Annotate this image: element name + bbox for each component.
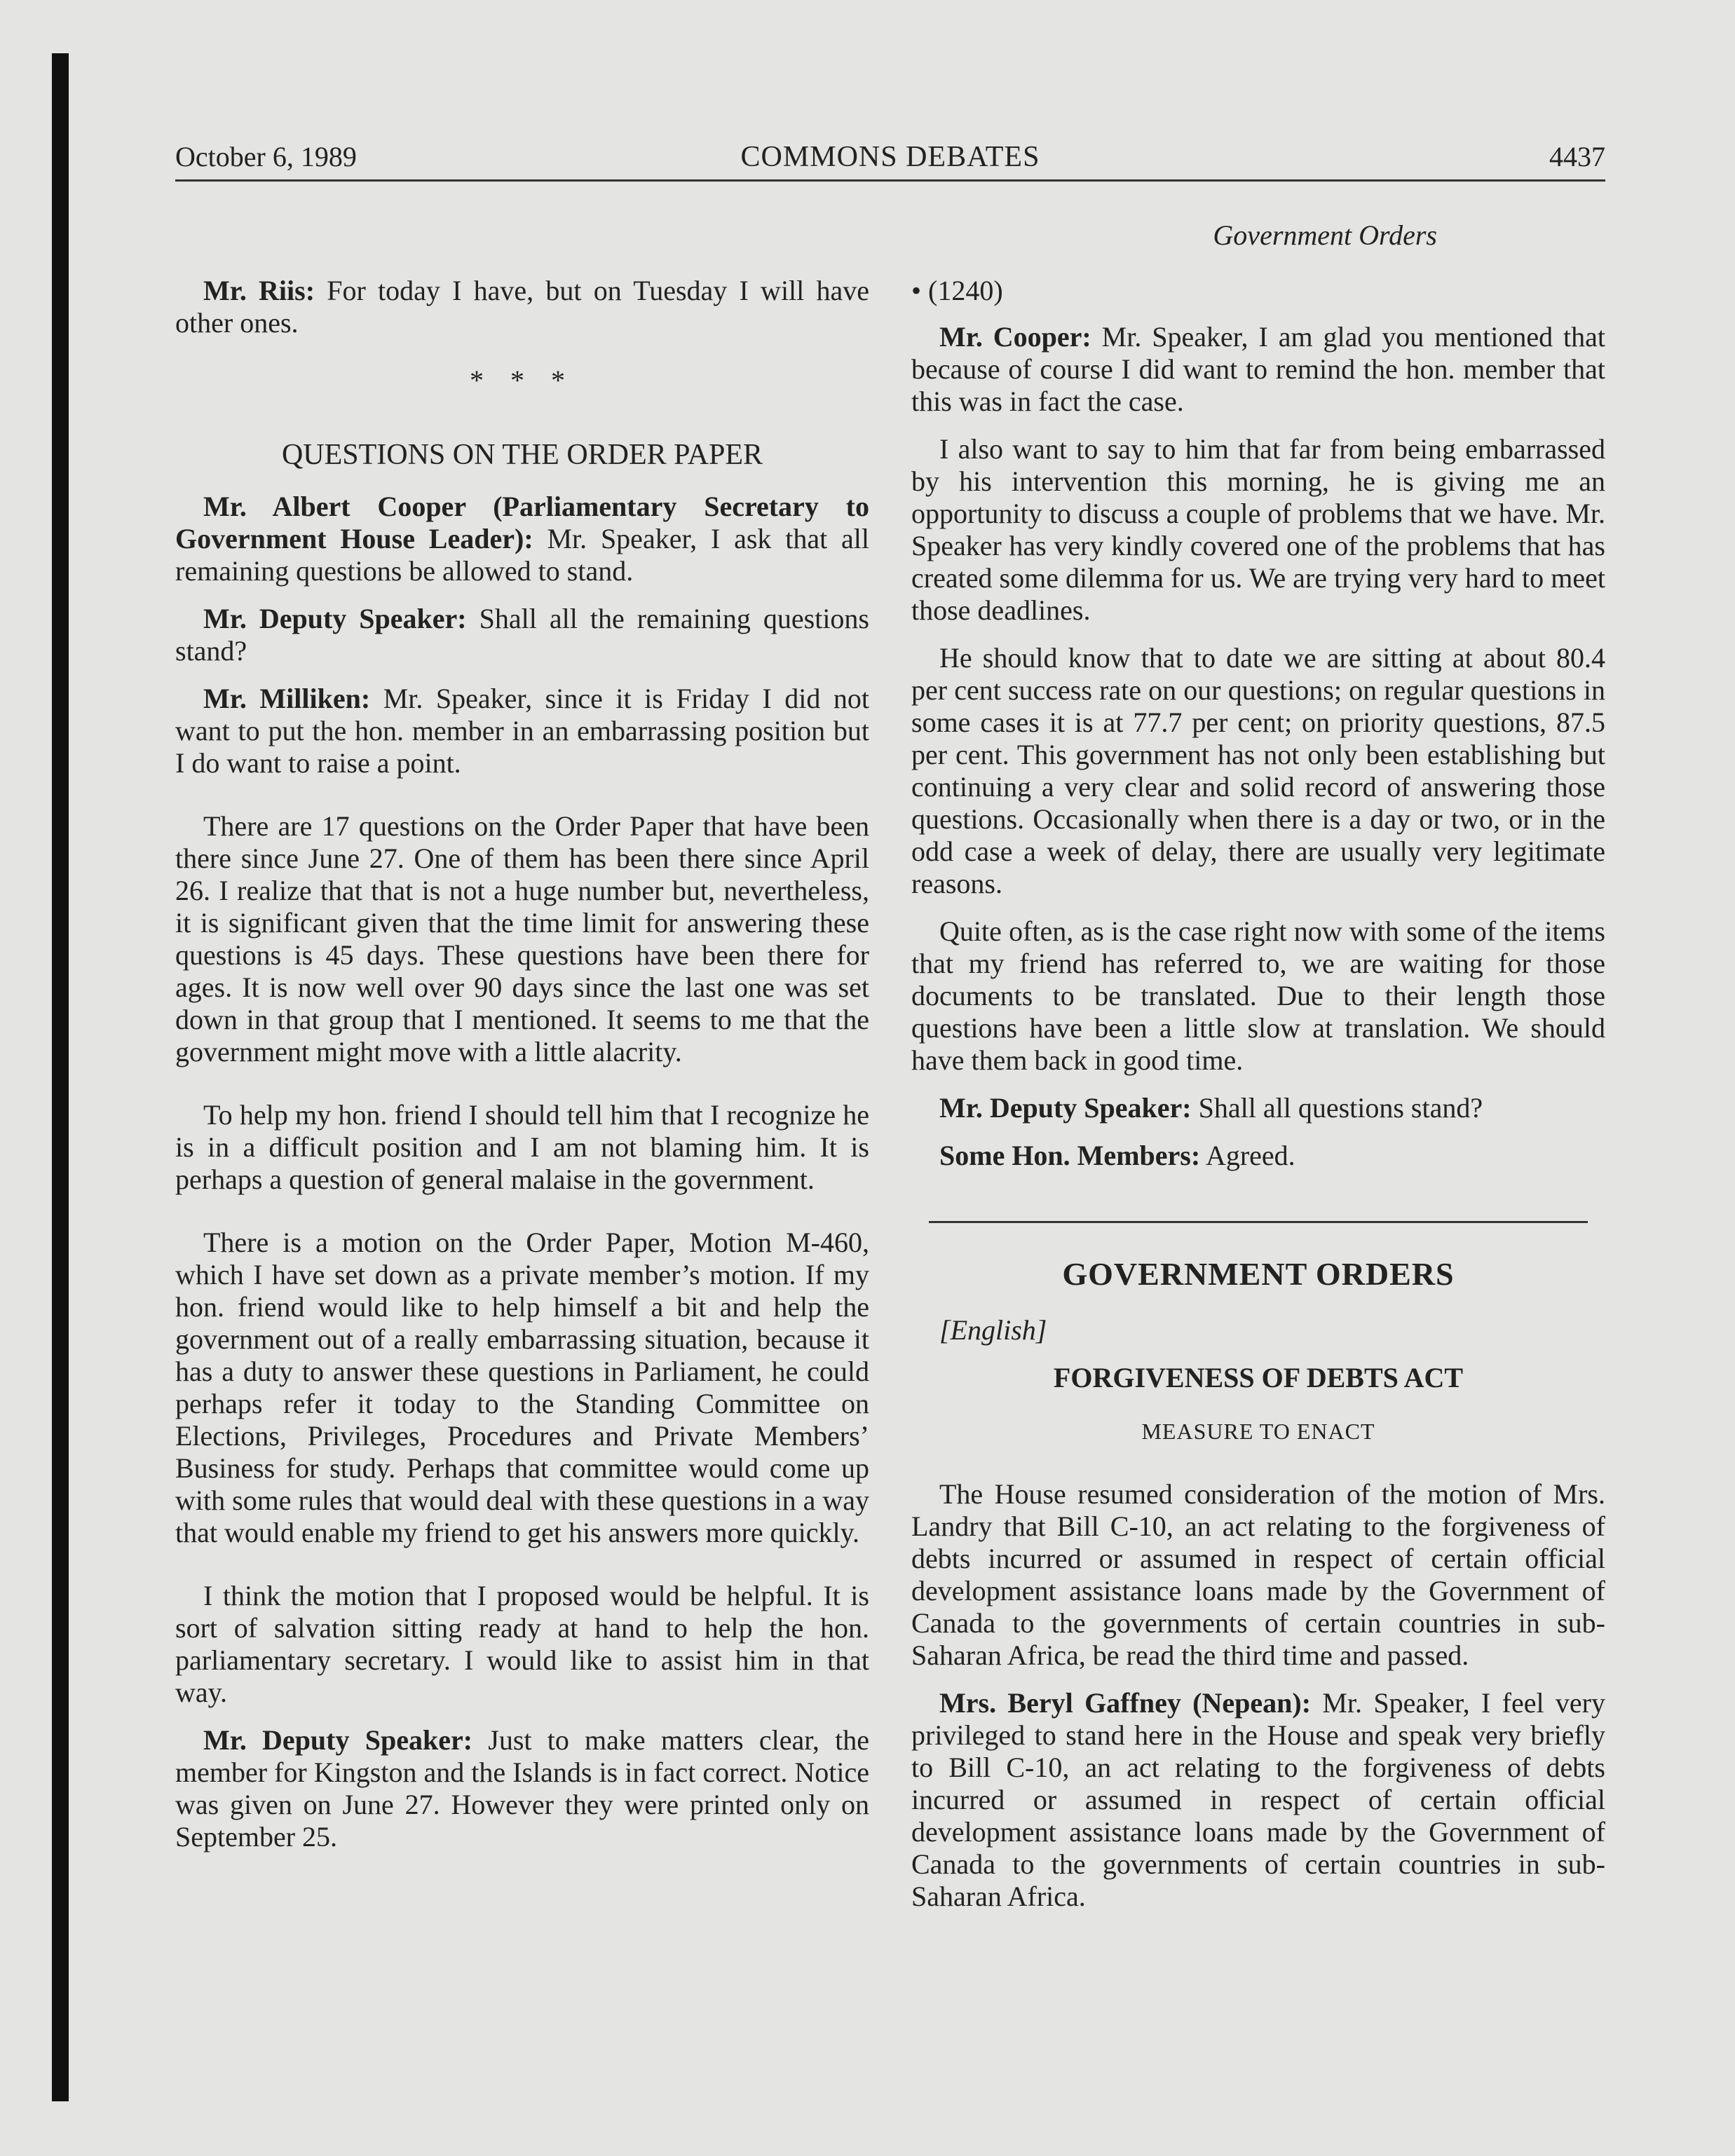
major-heading: GOVERNMENT ORDERS bbox=[1062, 1256, 1455, 1292]
paragraph bbox=[175, 1724, 869, 1853]
paragraph: He should know that to date we are sitting at about 80.4 per cent success rate on our questions; on regular questions in some cases it is at 77.7 per cent; on priority questions, 87.5 per cent. This government has not only been establishing but continuing a very clear and solid record of answering those questions. Occasionally when there is a day or two, or in the odd case a week of delay, there are usually very legitimate reasons. bbox=[911, 642, 1605, 899]
language-note: [English] bbox=[939, 1314, 1047, 1346]
header-rule bbox=[175, 179, 1605, 182]
speaker-name: Some Hon. Members: bbox=[939, 1140, 1201, 1171]
section-heading: QUESTIONS ON THE ORDER PAPER bbox=[281, 439, 763, 471]
speaker-name: Mr. Albert Cooper (Parliamentary Secretary to Government House Leader): bbox=[175, 491, 869, 554]
speech-text: Mr. Speaker, I feel very privileged to stand here in the House and speak very briefly to Bill C-10, an act relating to the forgiveness of debts incurred or assumed in respect of certain official development assistance loans made by the Government of Canada to the governments of certain countries in sub-Saharan Africa. bbox=[911, 1687, 1605, 1912]
paragraph: There are 17 questions on the Order Paper that have been there since June 27. One of them has been there since April 26. I realize that that is not a huge number but, nevertheless, it is significant given that the time limit for answering these questions is 45 days. These questions have been there for ages. It is now well over 90 days since the last one was set down in that group that I mentioned. It seems to me that the government might move with a little alacrity. bbox=[175, 810, 869, 1067]
paragraph: I think the motion that I proposed would be helpful. It is sort of salvation sitting ready at hand to help the hon. parliamentary secretary. I would like to assist him in that way. bbox=[175, 1580, 869, 1708]
speech-text: Mr. Speaker, I am glad you mentioned that because of course I did want to remind the hon. member that this was in fact the case. bbox=[911, 321, 1605, 417]
paragraph: There is a motion on the Order Paper, Motion M-460, which I have set down as a private member’s motion. If my hon. friend would like to help himself a bit and help the government out of a really embarrassing situation, because it has a duty to answer these questions in Parliament, he could perhaps refer it today to the Standing Committee on Elections, Privileges, Procedures and Private Members’ Business for study. Perhaps that committee would come up with some rules that would deal with these questions in a way that would enable my friend to get his answers more quickly. bbox=[175, 1227, 869, 1548]
paragraph bbox=[175, 275, 869, 339]
paragraph: Quite often, as is the case right now with some of the items that my friend has referred to, we are waiting for those documents to be translated. Due to their length those questions have been a little slow at translation. We should have them back in good time. bbox=[911, 915, 1605, 1076]
paragraph bbox=[911, 321, 1605, 418]
header-page-number: 4437 bbox=[1549, 141, 1605, 172]
section-rule bbox=[929, 1221, 1588, 1223]
section-label: Government Orders bbox=[1213, 219, 1437, 251]
time-stamp: • (1240) bbox=[911, 275, 1003, 306]
speaker-name: Mr. Deputy Speaker: bbox=[939, 1092, 1192, 1124]
right-column bbox=[911, 275, 1605, 1928]
speaker-name: Mrs. Beryl Gaffney (Nepean): bbox=[939, 1687, 1312, 1719]
running-header bbox=[175, 140, 1605, 182]
paragraph: I also want to say to him that far from being embarrassed by his intervention this morning, he is giving me an opportunity to discuss a couple of problems that we have. Mr. Speaker has very kindly covered one of the problems that has created some dilemma for us. We are trying very hard to meet those deadlines. bbox=[911, 433, 1605, 626]
paragraph bbox=[175, 491, 869, 587]
paragraph: The House resumed consideration of the motion of Mrs. Landry that Bill C-10, an act relating to the forgiveness of debts incurred or assumed in respect of certain official development assistance loans made by the Government of Canada to the governments of certain countries in sub-Saharan Africa, be read the third time and passed. bbox=[911, 1478, 1605, 1671]
header-date: October 6, 1989 bbox=[175, 141, 357, 172]
speech-text: Mr. Speaker, since it is Friday I did not want to put the hon. member in an embarrassing position but I do want to raise a point. bbox=[175, 683, 870, 779]
header-title: COMMONS DEBATES bbox=[740, 141, 1040, 173]
speaker-name: Mr. Milliken: bbox=[203, 683, 371, 714]
bill-heading: FORGIVENESS OF DEBTS ACT bbox=[1053, 1362, 1464, 1393]
paragraph: To help my hon. friend I should tell him that I recognize he is in a difficult position and I am not blaming him. It is perhaps a question of general malaise in the government. bbox=[175, 1099, 869, 1195]
paragraph bbox=[175, 603, 869, 667]
speaker-name: Mr. Deputy Speaker: bbox=[203, 603, 467, 634]
scan-edge-bar bbox=[52, 53, 69, 2101]
speaker-name: Mr. Cooper: bbox=[939, 321, 1091, 353]
paragraph bbox=[911, 1140, 1605, 1172]
paragraph bbox=[175, 683, 869, 779]
paragraph bbox=[911, 1687, 1605, 1913]
speech-text: Agreed. bbox=[1200, 1140, 1295, 1171]
speech-text: For today I have, but on Tuesday I will have other ones. bbox=[175, 275, 870, 339]
speech-text: Mr. Speaker, I ask that all remaining questions be allowed to stand. bbox=[175, 523, 869, 587]
paragraph bbox=[911, 1092, 1605, 1124]
bill-subheading: MEASURE TO ENACT bbox=[1141, 1419, 1375, 1444]
speech-text: Shall all the remaining questions stand? bbox=[175, 603, 870, 667]
speech-text: Just to make matters clear, the member for Kingston and the Islands is in fact correct. Notice was given on June 27. However they were printed only on September 25. bbox=[175, 1724, 869, 1853]
speech-text: Shall all questions stand? bbox=[1191, 1092, 1483, 1124]
left-column bbox=[175, 275, 869, 1869]
speaker-name: Mr. Deputy Speaker: bbox=[203, 1724, 473, 1756]
section-separator: * * * bbox=[470, 364, 575, 396]
speaker-name: Mr. Riis: bbox=[203, 275, 315, 306]
